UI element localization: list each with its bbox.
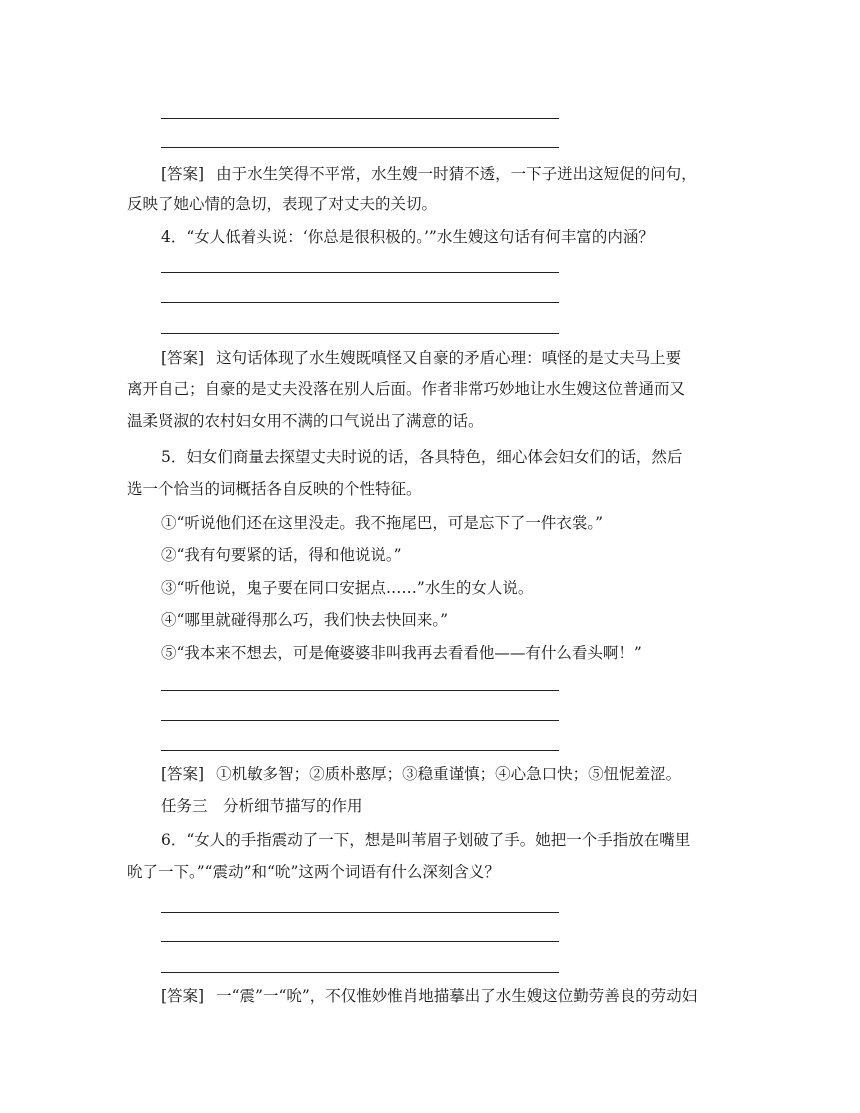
answer-blank-line[interactable]: [161, 941, 559, 942]
answer-text: 由于水生笑得不平常，水生嫂一时猜不透，一下子迸出这短促的问句，: [216, 165, 697, 183]
answer-blank-line[interactable]: [161, 972, 559, 973]
answer-blank-line[interactable]: [161, 272, 559, 273]
answer-tag: [答案]: [161, 765, 205, 783]
answer-text: 一“震”一“吮”，不仅惟妙惟肖地描摹出了水生嫂这位勤劳善良的劳动妇: [216, 987, 698, 1005]
q5-question-cont: 选一个恰当的词概括各自反映的个性特征。: [127, 480, 422, 498]
q5-item: ④“哪里就碰得那么巧，我们快去快回来。”: [161, 611, 449, 629]
answer-text: 这句话体现了水生嫂既嗔怪又自豪的矛盾心理：嗔怪的是丈夫马上要: [216, 349, 682, 367]
answer-blank-line[interactable]: [161, 302, 559, 303]
q6-question-cont: 吮了一下。”“震动”和“吮”这两个词语有什么深刻含义？: [127, 863, 500, 881]
q5-answer: [161, 763, 681, 785]
answer-blank-line[interactable]: [161, 147, 559, 148]
answer-blank-line[interactable]: [161, 750, 559, 751]
answer-blank-line[interactable]: [161, 118, 559, 119]
task3-heading: 任务三 分析细节描写的作用: [161, 797, 363, 815]
answer-tag: [答案]: [161, 987, 205, 1005]
answer-blank-line[interactable]: [161, 690, 559, 691]
q4-question: 4．“女人低着头说：‘你总是很积极的。’”水生嫂这句话有何丰富的内涵？: [161, 228, 654, 246]
answer-blank-line[interactable]: [161, 720, 559, 721]
answer-blank-line[interactable]: [161, 912, 559, 913]
answer-blank-line[interactable]: [161, 333, 559, 334]
q4-answer-cont: 离开自己；自豪的是丈夫没落在别人后面。作者非常巧妙地让水生嫂这位普通而又: [127, 380, 686, 398]
q6-answer: [161, 985, 697, 1007]
q5-item: ③“听他说，鬼子要在同口安据点……”水生的女人说。: [161, 579, 534, 597]
answer-tag: [答案]: [161, 349, 205, 367]
answer-tag: [答案]: [161, 165, 205, 183]
q5-question: 5．妇女们商量去探望丈夫时说的话，各具特色，细心体会妇女们的话，然后: [161, 448, 683, 466]
q3-answer: [161, 163, 697, 185]
q4-answer-cont: 温柔贤淑的农村妇女用不满的口气说出了满意的话。: [127, 412, 484, 430]
q5-item: ①“听说他们还在这里没走。我不拖尾巴，可是忘下了一件衣裳。”: [161, 514, 604, 532]
answer-text: ①机敏多智；②质朴憨厚；③稳重谨慎；④心急口快；⑤忸怩羞涩。: [216, 765, 682, 783]
q3-answer-cont: 反映了她心情的急切，表现了对丈夫的关切。: [127, 195, 438, 213]
q6-question: 6．“女人的手指震动了一下，想是叫苇眉子划破了手。她把一个手指放在嘴里: [161, 831, 691, 849]
q4-answer: [161, 347, 681, 369]
q5-item: ②“我有句要紧的话，得和他说说。”: [161, 546, 402, 564]
q5-item: ⑤“我本来不想去，可是俺婆婆非叫我再去看看他——有什么看头啊！”: [161, 644, 642, 662]
